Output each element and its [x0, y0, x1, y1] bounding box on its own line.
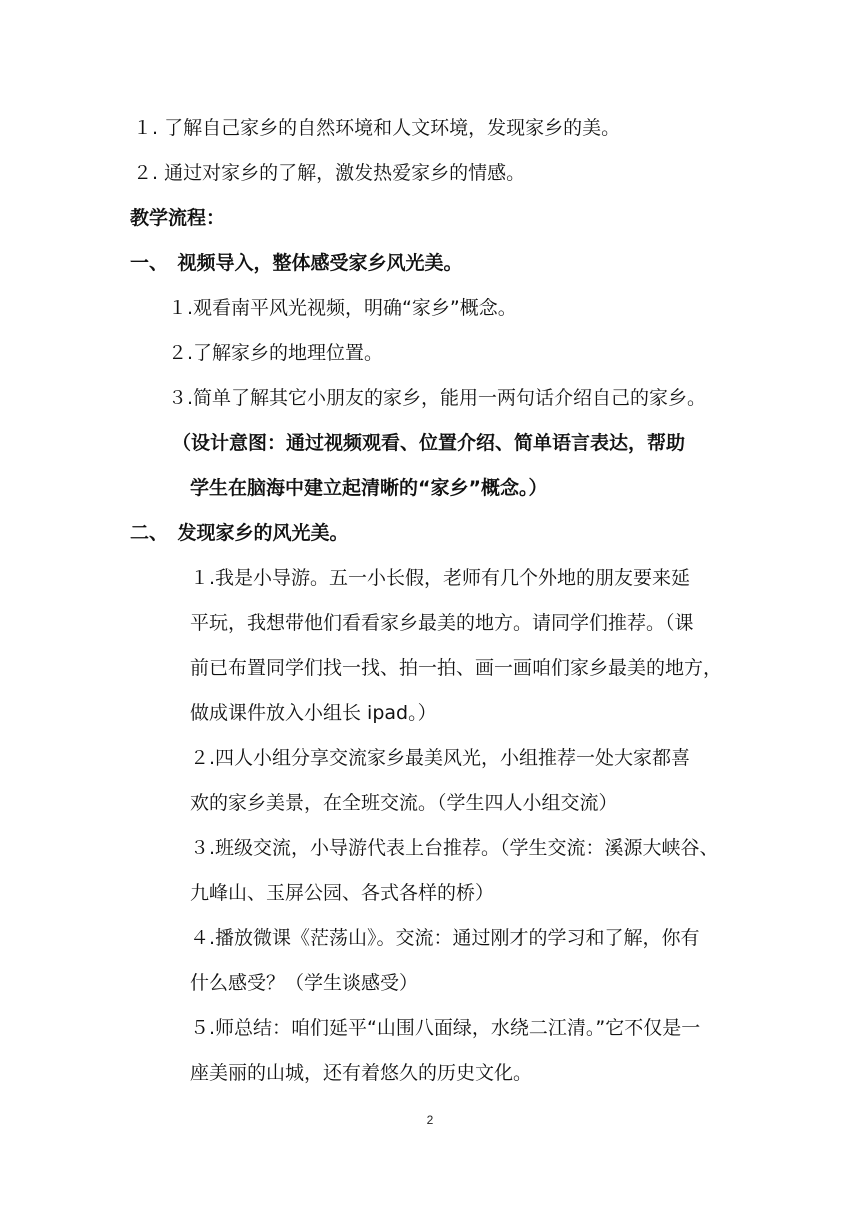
section-2-line: 座美丽的山城，还有着悠久的历史文化。 — [190, 1062, 533, 1084]
section-2-line: 前已布置同学们找一找、拍一拍、画一画咱们家乡最美的地方， — [190, 657, 723, 679]
section-2-line: 平玩，我想带他们看看家乡最美的地方。请同学们推荐。（课 — [190, 612, 694, 634]
section-2-line: ５.师总结：咱们延平“山围八面绿，水绕二江清。”它不仅是一 — [190, 1017, 701, 1039]
page-number: 2 — [426, 1113, 434, 1127]
objective-2: ２. 通过对家乡的了解，激发热爱家乡的情感。 — [133, 162, 526, 184]
objective-1: １. 了解自己家乡的自然环境和人文环境，发现家乡的美。 — [133, 117, 621, 139]
section-1-item-3: ３.简单了解其它小朋友的家乡，能用一两句话介绍自己的家乡。 — [168, 387, 707, 409]
section-1-item-2: ２.了解家乡的地理位置。 — [168, 342, 384, 364]
section-2-line: 什么感受？（学生谈感受） — [190, 972, 419, 994]
section-2-line: 欢的家乡美景，在全班交流。（学生四人小组交流） — [190, 792, 618, 814]
design-intent-line-1: （设计意图：通过视频观看、位置介绍、简单语言表达，帮助 — [172, 432, 686, 454]
section-2-line: ３.班级交流，小导游代表上台推荐。（学生交流：溪源大峡谷、 — [190, 837, 719, 859]
section-2-line: ２.四人小组分享交流家乡最美风光，小组推荐一处大家都喜 — [190, 747, 691, 769]
section-2-line: ４.播放微课《茫荡山》。交流：通过刚才的学习和了解，你有 — [190, 927, 700, 949]
section-2-heading: 二、 发现家乡的风光美。 — [130, 522, 349, 544]
section-2-line: １.我是小导游。五一小长假，老师有几个外地的朋友要来延 — [190, 567, 691, 589]
section-2-line: 做成课件放入小组长 ipad。） — [190, 702, 437, 724]
design-intent-line-2: 学生在脑海中建立起清晰的“家乡”概念。） — [190, 477, 548, 499]
process-heading: 教学流程： — [130, 207, 226, 229]
section-2-line: 九峰山、玉屏公园、各式各样的桥） — [190, 882, 495, 904]
section-1-item-1: １.观看南平风光视频，明确“家乡”概念。 — [168, 297, 517, 319]
section-1-heading: 一、 视频导入，整体感受家乡风光美。 — [130, 252, 463, 274]
